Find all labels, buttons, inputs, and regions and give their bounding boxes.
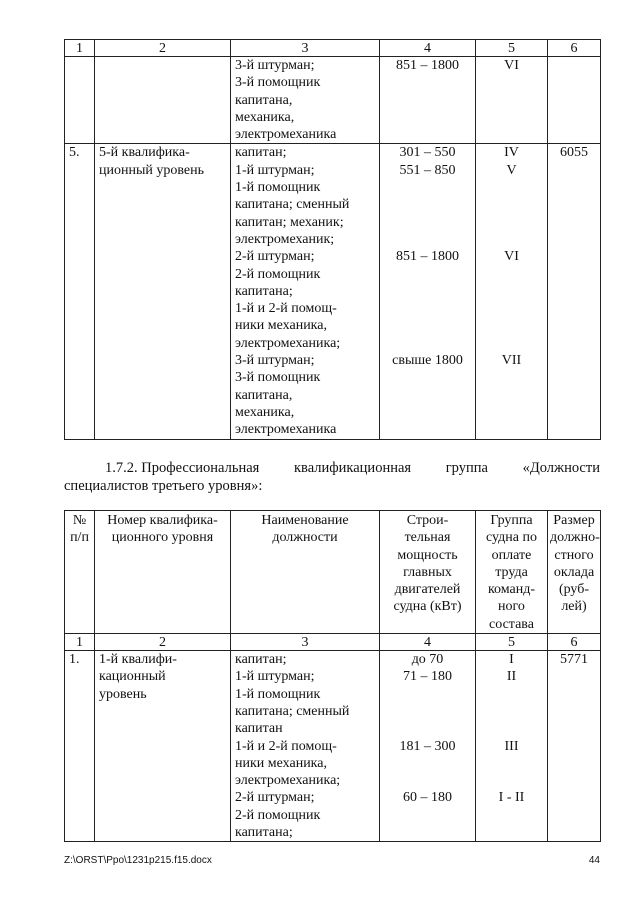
column-number-row [65, 634, 601, 651]
cell-power [380, 57, 476, 144]
col-number: 6 [548, 634, 601, 651]
header-cell [380, 511, 476, 634]
position-line: электромеханика [235, 127, 337, 143]
header-line: тельная [404, 530, 451, 546]
cell-salary: 6055 [548, 144, 601, 439]
position-line: 2-й штурман; [235, 249, 315, 265]
header-line: № [72, 513, 87, 528]
header-line: судна (кВт) [393, 599, 462, 615]
level-line: ционный уровень [99, 162, 204, 178]
paragraph-word: 1.7.2. Профессиональная [105, 460, 260, 476]
header-line: Строи- [406, 513, 449, 528]
file-path: Z:\ORST\Ppo\1231p215.f15.docx [64, 855, 212, 866]
cell-power [380, 144, 476, 439]
position-line: 1-й штурман; [235, 669, 315, 685]
group-value: VI [504, 58, 519, 73]
position-line: 1-й помощник [235, 686, 321, 702]
header-cell [476, 511, 548, 634]
header-line: должности [272, 530, 338, 546]
col-number: 2 [95, 40, 231, 57]
power-value: до 70 [411, 652, 444, 668]
cell-salary [548, 57, 601, 144]
level-line: кационный [99, 669, 166, 685]
header-line: судна по [486, 530, 537, 546]
col-number: 1 [65, 634, 95, 651]
col-number: 6 [548, 40, 601, 57]
power-value: 851 – 1800 [396, 58, 459, 73]
header-line: ного [498, 599, 525, 615]
cell-group [476, 57, 548, 144]
position-line: капитана; сменный [235, 197, 350, 213]
position-line: 3-й штурман; [235, 353, 315, 369]
group-value: VI [504, 249, 519, 265]
column-number-row [65, 40, 601, 57]
qualification-table [64, 510, 601, 842]
group-value: V [506, 162, 517, 178]
col-number: 5 [476, 634, 548, 651]
group-value: III [504, 738, 519, 754]
paragraph-line: специалистов третьего уровня»: [64, 478, 263, 494]
cell-group [476, 651, 548, 842]
position-line: электромеханика [235, 422, 337, 438]
cell-salary: 5771 [548, 651, 601, 842]
position-line: 2-й помощник [235, 266, 321, 282]
cell-level [95, 651, 231, 842]
header-line: (руб- [558, 582, 590, 598]
col-number: 3 [231, 634, 380, 651]
paragraph-line [64, 459, 600, 477]
table-row [65, 651, 601, 842]
cell-num [65, 57, 95, 144]
cell-group [476, 144, 548, 439]
header-cell [65, 511, 95, 634]
position-line: капитан [235, 721, 283, 737]
power-value: 551 – 850 [399, 162, 456, 178]
power-value: 71 – 180 [403, 669, 452, 685]
position-line: 3-й помощник [235, 75, 321, 91]
header-line: Наименование [261, 513, 349, 528]
header-line: должно- [550, 530, 600, 546]
header-cell [548, 511, 601, 634]
qualification-table-continued [64, 39, 601, 440]
position-line: 1-й и 2-й помощ- [235, 738, 337, 754]
position-line: ники механика, [235, 755, 327, 771]
level-line: уровень [99, 686, 147, 702]
header-line: состава [489, 616, 534, 632]
header-cell [231, 511, 380, 634]
header-line: главных [403, 564, 452, 580]
header-line: Размер [553, 513, 595, 528]
col-number: 2 [95, 634, 231, 651]
header-line: оклада [553, 564, 595, 580]
header-line: п/п [70, 530, 89, 546]
header-cell [95, 511, 231, 634]
cell-position [231, 57, 380, 144]
cell-level [95, 144, 231, 439]
page-footer [64, 855, 600, 866]
position-line: капитан; механик; [235, 214, 344, 230]
group-value: IV [504, 145, 519, 161]
position-line: капитан; [235, 652, 287, 668]
header-line: оплате [491, 547, 532, 563]
header-line: стного [554, 547, 594, 563]
group-value: I [509, 652, 514, 668]
paragraph-word: группа [445, 460, 488, 476]
page-number: 44 [588, 855, 600, 866]
header-line: лей) [561, 599, 587, 615]
table-row [65, 144, 601, 439]
col-number: 3 [231, 40, 380, 57]
position-line: капитана, [235, 387, 293, 403]
position-line: механика, [235, 109, 295, 125]
position-line: 2-й штурман; [235, 790, 315, 806]
power-value: 60 – 180 [403, 790, 452, 806]
power-value: 851 – 1800 [396, 249, 459, 265]
cell-power [380, 651, 476, 842]
position-line: механика, [235, 404, 295, 420]
group-value: VII [501, 353, 522, 369]
header-line: ционного уровня [111, 530, 214, 546]
cell-position [231, 144, 380, 439]
position-line: электромеханик; [235, 231, 335, 247]
col-number: 4 [380, 40, 476, 57]
position-line: капитана; [235, 283, 293, 299]
header-line: команд- [487, 582, 536, 598]
position-line: капитана; [235, 825, 293, 841]
col-number: 4 [380, 634, 476, 651]
position-line: 1-й помощник [235, 180, 321, 196]
cell-num: 1. [65, 651, 95, 842]
level-line: 5-й квалифика- [99, 145, 190, 161]
power-value: свыше 1800 [392, 353, 463, 369]
position-line: капитан; [235, 145, 287, 161]
position-line: ники механика, [235, 318, 327, 334]
level-line: 1-й квалифи- [99, 652, 177, 668]
position-line: 3-й помощник [235, 370, 321, 386]
position-line: электромеханика; [235, 335, 341, 351]
position-line: 1-й штурман; [235, 162, 315, 178]
header-line: труда [495, 564, 528, 580]
cell-position [231, 651, 380, 842]
position-line: капитана; сменный [235, 703, 350, 719]
power-value: 181 – 300 [399, 738, 456, 754]
col-number: 5 [476, 40, 548, 57]
position-line: электромеханика; [235, 773, 341, 789]
col-number: 1 [65, 40, 95, 57]
header-line: двигателей [394, 582, 461, 598]
cell-num: 5. [65, 144, 95, 439]
position-line: 3-й штурман; [235, 58, 315, 73]
header-line: Группа [490, 513, 533, 528]
header-row [65, 511, 601, 634]
header-line: мощность [397, 547, 458, 563]
group-value: II [506, 669, 517, 685]
paragraph-word: «Должности [522, 460, 600, 476]
position-line: 1-й и 2-й помощ- [235, 301, 337, 317]
position-line: капитана, [235, 92, 293, 108]
position-line: 2-й помощник [235, 807, 321, 823]
header-line: Номер квалифика- [107, 513, 218, 528]
cell-level [95, 57, 231, 144]
paragraph-word: квалификационная [294, 460, 412, 476]
table-row [65, 57, 601, 144]
group-value: I - II [498, 790, 525, 806]
section-paragraph [64, 459, 600, 495]
power-value: 301 – 550 [399, 145, 456, 161]
